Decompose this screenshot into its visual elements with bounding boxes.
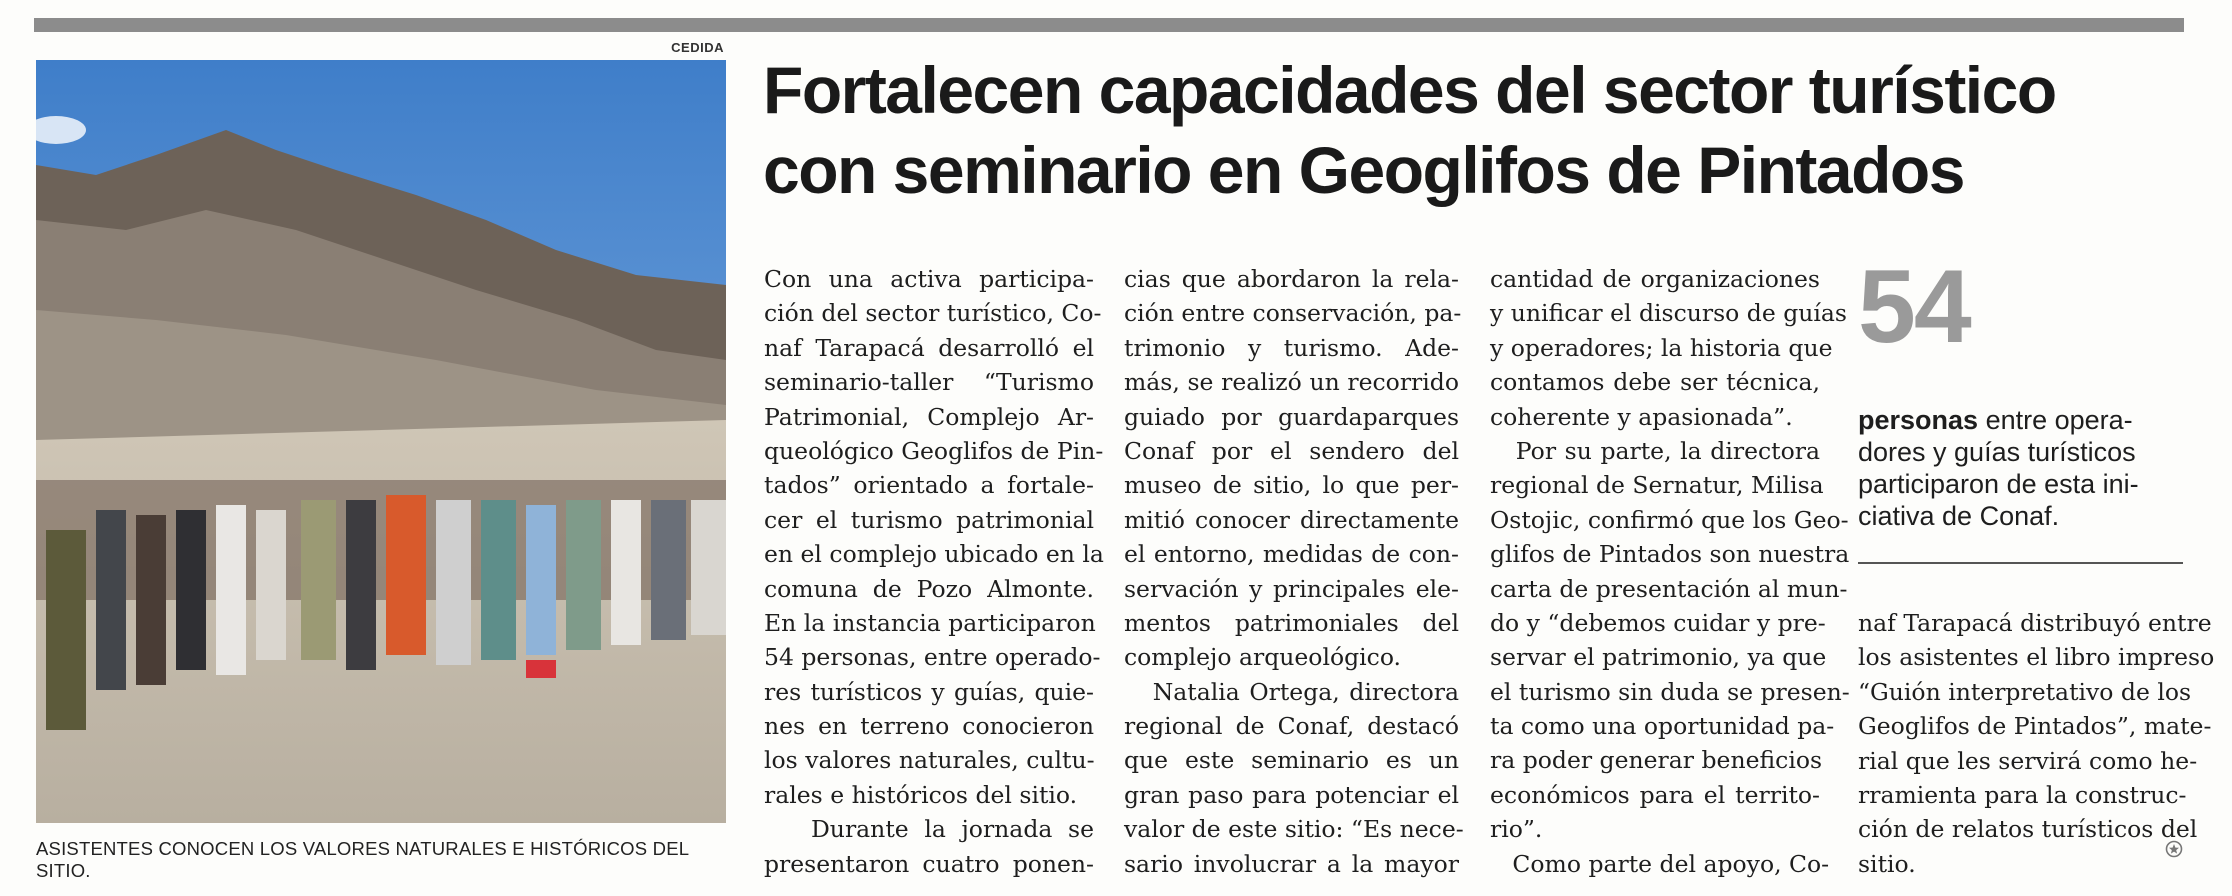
text-line: en el complejo ubicado en la [764,540,1104,569]
text-line: sitio. [1858,849,1916,878]
text-line: el turismo sin duda se presen- [1490,677,1850,706]
text-line: naf Tarapacá desarrolló el [764,333,1094,362]
headline-line-2: con seminario en Geoglifos de Pintados [763,133,1964,207]
text-line: complejo arqueológico. [1124,643,1402,672]
text-line: do y “debemos cuidar y pre- [1490,608,1826,637]
text-line: contamos debe ser técnica, [1490,368,1820,397]
text-line: cantidad de organizaciones [1490,265,1820,293]
text-line: económicos para el territo- [1490,780,1820,809]
stat-bold-word: personas [1858,405,1979,435]
text-line: naf Tarapacá distribuyó entre [1858,609,2212,637]
photo-caption: ASISTENTES CONOCEN LOS VALORES NATURALES E HISTÓRICOS DEL SITIO. [36,838,689,881]
text-line: ción de relatos turísticos del [1858,815,2198,844]
text-line: cer el turismo patrimonial [764,505,1094,534]
text-line: los valores naturales, cultu- [764,746,1095,775]
text-line: coherente y apasionada”. [1490,402,1793,431]
text-line: rramienta para la construc- [1858,780,2187,809]
text-line: Por su parte, la directora [1490,436,1820,465]
text-line: Conaf por el sendero del [1124,436,1459,465]
article-column-3 [1490,262,1850,881]
text-line: rial que les servirá como he- [1858,746,2198,775]
text-line: Natalia Ortega, directora [1124,677,1459,706]
text-line: rio”. [1490,815,1543,844]
stat-number: 54 [1858,249,1970,365]
article-end-icon [2165,840,2183,858]
text-line: Durante la jornada se [764,815,1094,844]
group-photo [36,60,726,823]
stat-description [1858,404,2188,532]
text-line: res turísticos y guías, quie- [764,677,1094,706]
text-line: comuna de Pozo Almonte. [764,574,1094,603]
text-line: ta como una oportunidad pa- [1490,712,1835,741]
text-line: servar el patrimonio, ya que [1490,643,1827,672]
text-line: trimonio y turismo. Ade- [1124,333,1459,362]
text-line: el entorno, medidas de con- [1124,540,1459,569]
top-rule [34,18,2184,32]
text-line: y unificar el discurso de guías [1490,299,1847,328]
group-photo-illustration [36,60,726,823]
text-line: valor de este sitio: “Es nece- [1124,815,1464,844]
article-column-1 [764,262,1104,881]
text-line: En la instancia participaron [764,608,1096,637]
text-line: mitió conocer directamente [1124,505,1459,534]
text-line: ción del sector turístico, Co- [764,299,1102,328]
text-line: y operadores; la historia que [1490,333,1833,362]
text-line: regional de Sernatur, Milisa [1490,471,1824,500]
text-line: sario involucrar a la mayor [1124,849,1459,878]
text-line: ción entre conservación, pa- [1124,299,1462,328]
text-line: gran paso para potenciar el [1124,780,1459,809]
text-line: cias que abordaron la rela- [1124,265,1459,293]
text-line: ra poder generar beneficios [1490,746,1823,775]
text-line: Patrimonial, Complejo Ar- [764,402,1094,431]
article-column-2 [1124,262,1464,881]
stat-line-1 [1858,404,2188,436]
text-line: servación y principales ele- [1124,574,1459,603]
text-line: regional de Conaf, destacó [1124,712,1459,741]
text-line: Ostojic, confirmó que los Geo- [1490,505,1849,534]
text-line: mentos patrimoniales del [1124,608,1459,637]
text-line: más, se realizó un recorrido [1124,368,1459,397]
text-line: presentaron cuatro ponen- [764,849,1094,878]
stat-line-2: dores y guías turísticos [1858,437,2136,467]
stat-line-3: participaron de esta ini- [1858,469,2139,499]
text-line: museo de sitio, lo que per- [1124,471,1459,500]
text-line: nes en terreno conocieron [764,712,1094,741]
text-line: Como parte del apoyo, Co- [1490,849,1830,878]
text-line: carta de presentación al mun- [1490,574,1848,603]
text-line: rales e históricos del sitio. [764,780,1078,809]
text-line: seminario-taller “Turismo [764,368,1094,397]
text-line: Con una activa participa- [764,265,1094,293]
text-line: guiado por guardaparques [1124,402,1459,431]
headline-line-1: Fortalecen capacidades del sector turístico [763,53,2056,127]
stat-line-1-rest: entre opera- [1978,405,2133,435]
headline [763,50,2183,210]
text-line: tados” orientado a fortale- [764,471,1094,500]
text-line: 54 personas, entre operado- [764,643,1101,672]
photo-credit: CEDIDA [671,40,724,55]
stat-divider [1858,562,2183,564]
stat-line-4: ciativa de Conaf. [1858,501,2060,531]
text-line: Geoglifos de Pintados”, mate- [1858,712,2212,741]
text-line: glifos de Pintados son nuestra [1490,540,1850,569]
text-line: queológico Geoglifos de Pin- [764,436,1104,465]
text-line: que este seminario es un [1124,746,1459,775]
text-line: “Guión interpretativo de los [1858,677,2192,706]
text-line: los asistentes el libro impreso [1858,643,2215,672]
article-column-4 [1858,606,2215,881]
